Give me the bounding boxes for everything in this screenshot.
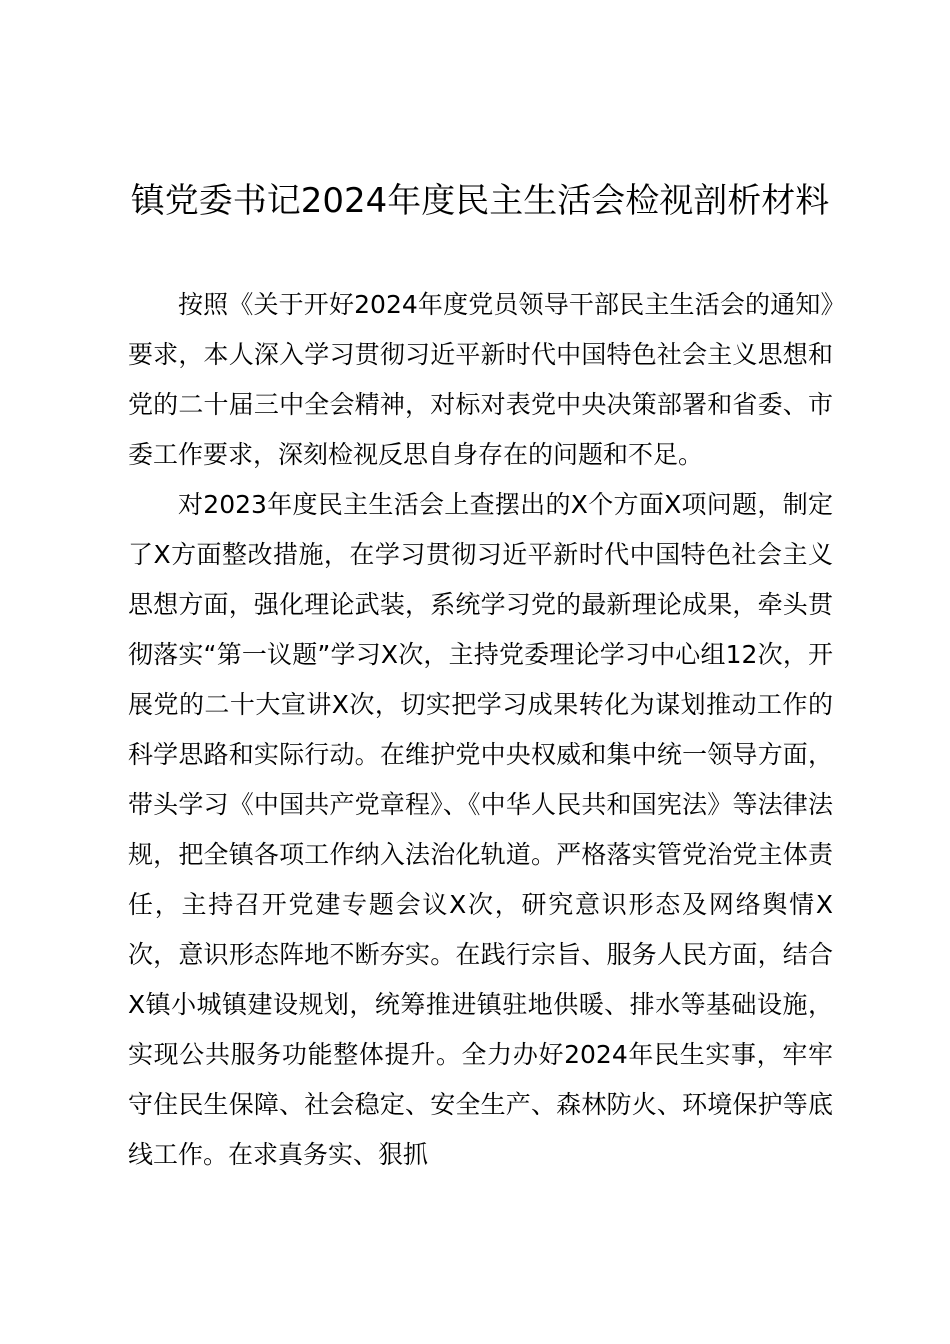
document-body [128, 280, 833, 1180]
document-title: 镇党委书记2024年度民主生活会检视剖析材料 [130, 181, 830, 221]
paragraph-intro: 按照《关于开好2024年度党员领导干部民主生活会的通知》要求，本人深入学习贯彻习近平新时代中国特色社会主义思想和党的二十届三中全会精神，对标对表党中央决策部署和省委、市委工作要求，深刻检视反思自身存在的问题和不足。 [128, 290, 833, 469]
paragraph-rectification: 对2023年度民主生活会上查摆出的X个方面X项问题，制定了X方面整改措施，在学习贯彻习近平新时代中国特色社会主义思想方面，强化理论武装，系统学习党的最新理论成果，牵头贯彻落实“第一议题”学习X次，主持党委理论学习中心组12次，开展党的二十大宣讲X次，切实把学习成果转化为谋划推动工作的科学思路和实际行动。在维护党中央权威和集中统一领导方面，带头学习《中国共产党章程》、《中华人民共和国宪法》等法律法规，把全镇各项工作纳入法治化轨道。严格落实管党治党主体责任，主持召开党建专题会议X次，研究意识形态及网络舆情X次，意识形态阵地不断夯实。在践行宗旨、服务人民方面，结合X镇小城镇建设规划，统筹推进镇驻地供暖、排水等基础设施，实现公共服务功能整体提升。全力办好2024年民生实事，牢牢守住民生保障、社会稳定、安全生产、森林防火、环境保护等底线工作。在求真务实、狠抓 [128, 490, 833, 1169]
